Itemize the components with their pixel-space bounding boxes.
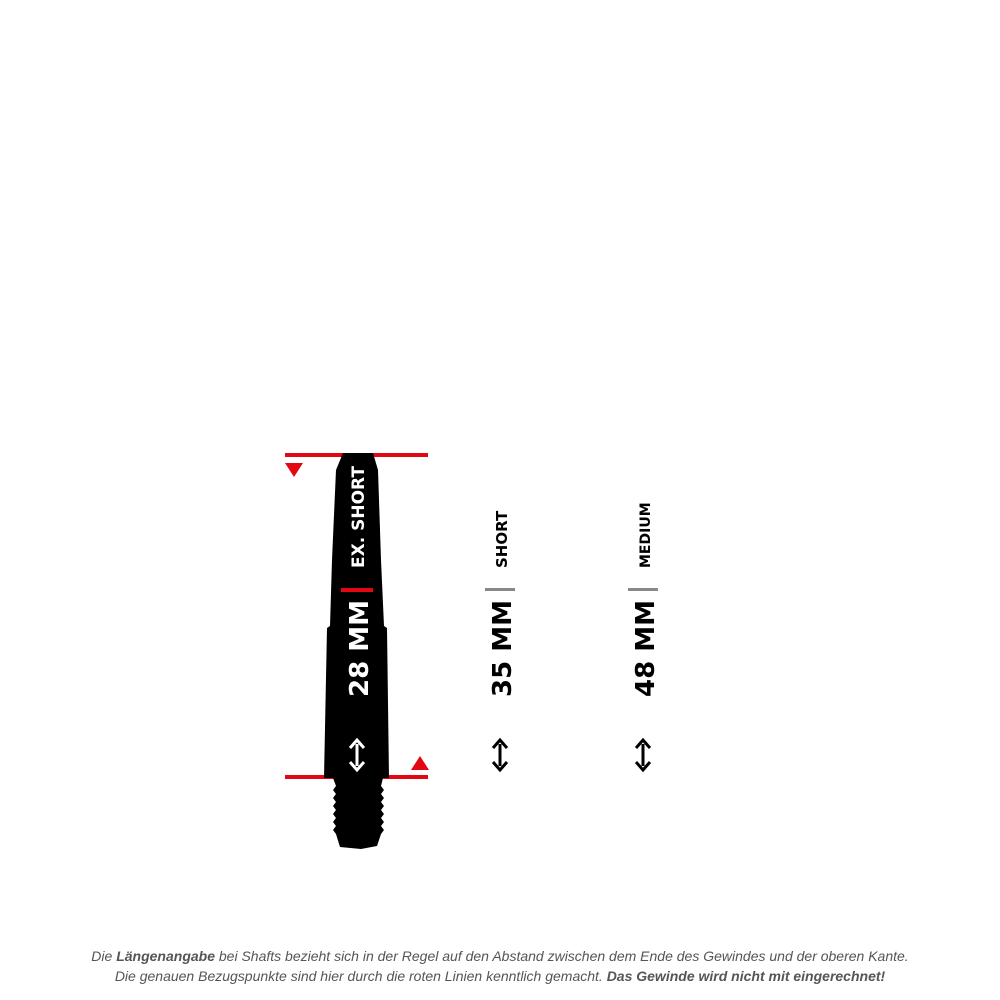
short-divider (485, 588, 515, 591)
double-arrow-vertical-icon (493, 740, 507, 770)
medium-length-label: 48 MM (631, 600, 661, 697)
short-length-label: 35 MM (488, 600, 518, 697)
footnote-line1-post: bei Shafts bezieht sich in der Regel auf den Abstand zwischen dem Ende des Gewindes und der oberen Kante. (215, 948, 909, 964)
footnote-line-1 (0, 946, 1000, 966)
ex-short-name-label: EX. SHORT (349, 466, 369, 568)
shaft-thread (333, 778, 384, 849)
footnote-line1-bold: Längenangabe (116, 948, 215, 964)
footnote-line2-pre: Die genauen Bezugspunkte sind hier durch die roten Linien kenntlich gemacht. (114, 968, 607, 984)
medium-name-label: MEDIUM (638, 502, 654, 568)
footnote-line-2 (0, 966, 1000, 986)
triangle-up-icon (411, 756, 429, 770)
double-arrow-vertical-icon (636, 740, 650, 770)
footnote-line1-pre: Die (91, 948, 117, 964)
triangle-down-icon (285, 463, 303, 477)
footnote-line2-bold: Das Gewinde wird nicht mit eingerechnet! (606, 968, 886, 984)
footnote (0, 946, 1000, 986)
medium-divider (628, 588, 658, 591)
ex-short-length-label: 28 MM (345, 600, 375, 697)
short-name-label: SHORT (493, 510, 511, 568)
shaft-red-divider (341, 588, 373, 592)
